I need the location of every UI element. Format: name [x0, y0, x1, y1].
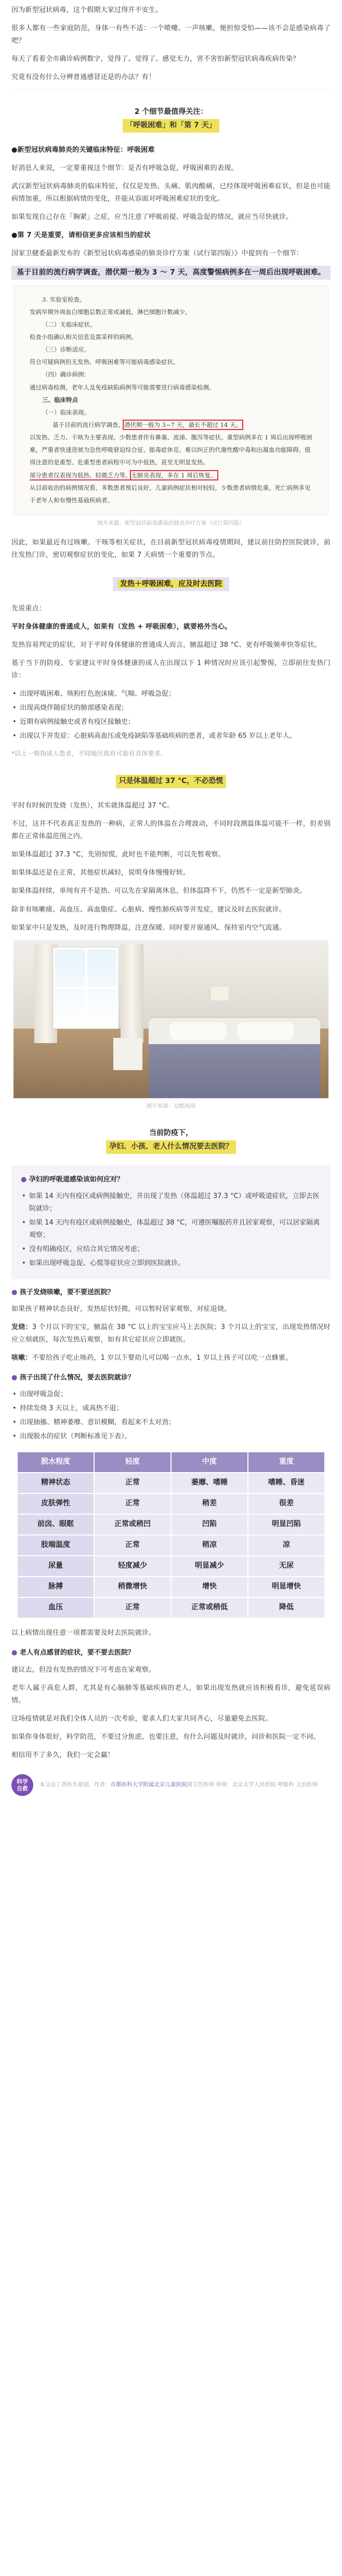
answer-paragraph: 如果孩子精神状态良好，发热症状轻微，可以暂时居家观察，对症退烧。 — [11, 1305, 231, 1313]
doc-line: 通过病毒检测，老年人及免疫缺陷病例等可能需要进行病毒感染检测。 — [30, 383, 215, 391]
question-heading: 孩子发烧咳嗽，要不要送医院？ — [19, 1288, 114, 1296]
list-item: • 出现呼吸困难、咳粉红色泡沫痰、气喘、呼吸急促； — [11, 688, 331, 700]
section2-note: *以上一般指成人患者，不同地区政府可能有具体要求。 — [11, 750, 167, 758]
table-header: 轻度 — [94, 1452, 171, 1473]
list-item: • 出现抽搐、精神萎靡、意识模糊，看起来不太对劲； — [11, 1416, 331, 1429]
table-header: 中度 — [171, 1452, 248, 1473]
answer-paragraph: 老年人属于高危人群，尤其是有心脑肺等基础疾病的老人，如果出现发热就应该积极看诊，避免延误病情。 — [11, 1684, 331, 1705]
table-cell: 稍差 — [171, 1493, 248, 1514]
table-cell: 正常 — [94, 1473, 171, 1493]
table-cell: 明显减少 — [171, 1556, 248, 1577]
doc-line: （一）临床表现。 — [42, 408, 90, 416]
list-item: • 没有明确疫区，应结合其它情况考虑； — [21, 1243, 321, 1256]
table-cell: 嗜睡、昏迷 — [248, 1473, 325, 1493]
table-row-label: 前囟、眼眶 — [17, 1514, 94, 1535]
table-cell: 凉 — [248, 1535, 325, 1556]
intro-p2: 很多人都有一些家庭防范，身体一有些不适：一个喷嚏、一声咳嗽，便担惊受怕——该不会是感染病毒了吧？ — [11, 24, 331, 45]
table-header: 重度 — [248, 1452, 325, 1473]
section1-p4: 如果发现自己存在「胸紧」之症，应当注意了呼吸前提、呼吸急促的情况，就应当尽快就诊。 — [11, 213, 293, 222]
section4-title-line1: 当前防疫下， — [149, 1129, 193, 1138]
table-header: 脱水程度 — [17, 1452, 94, 1473]
section4-heading — [0, 1127, 342, 1154]
table-row — [17, 1535, 325, 1556]
child-qa: ● 孩子发烧咳嗽，要不要送医院？ 如果孩子精神状态良好，发热症状轻微，可以暂时居家观察，对症退烧。 发烧：3 个月以下的宝宝，腋温在 38 °C 以上的宝宝应马上去医院；3 个月以上的宝宝，出现发热情况时应立刻就医，每次发热后观察，如有其它症状应立即就医。 咳嗽：不要给孩子吃止咳药，1 岁以下婴幼儿可以喝一点水，1 岁以上孩子可以吃一点蜂蜜。 ● 孩子出现了什么情况，要去医院就诊？ • 出现呼吸急促； • 持续发烧 3 天以上，或高热不退； • 出现抽搐、精神萎靡、意识模糊，看起来不太对劲； • 出现脱水的症状（判断标准见下表）。 — [11, 1286, 331, 1443]
doc-heading: 三、临床特点 — [42, 396, 78, 404]
card-question: 孕妇的呼吸道感染该如何应对？ — [29, 1175, 124, 1183]
incubation-highlight: 基于目前的流行病学调查，潜伏期一般为 3 ～ 7 天，高度警惕病例多在一周后出现呼吸困难。 — [11, 266, 331, 279]
answer-paragraph: 以上病情出现任意一项都需要及时去医院就诊。 — [11, 1629, 156, 1637]
table-cell: 正常 — [94, 1597, 171, 1618]
answer-paragraph: 这场疫情就是对我们全体人员的一次考验，要求人们大家共同齐心，尽量避免去医院。 — [11, 1714, 272, 1723]
list-item: • 出现脱水的症状（判断标准见下表）。 — [11, 1430, 331, 1443]
table-cell: 降低 — [248, 1597, 325, 1618]
list-item: • 持续发烧 3 天以上，或高热不退； — [11, 1402, 331, 1415]
section1-p6: 国家卫健委最新发布的《新型冠状病毒感染的肺炎诊疗方案（试行第四版）》中提到有一个细节： — [11, 250, 304, 258]
section1-key-point: 新型冠状病毒肺炎的关键临床特征：呼吸困难 — [17, 146, 155, 154]
table-row — [17, 1473, 325, 1493]
table-cell: 正常 — [94, 1493, 171, 1514]
bullet-marker: ● — [11, 231, 18, 240]
section3-p7: 如果家中只是发热，及时进行物理降温，注意保暖、同时要开窗通风、保持室内空气流通。 — [11, 923, 286, 932]
table-cell: 萎靡、嗜睡 — [171, 1473, 248, 1493]
table-cell: 明显凹陷 — [248, 1514, 325, 1535]
divider — [11, 89, 331, 90]
answer-paragraph: 3 个月以下的宝宝，腋温在 38 °C 以上的宝宝应马上去医院；3 个月以上的宝宝，出现发热情况时应立刻就医，每次发热后观察，如有其它症状应立即就医。 — [11, 1323, 331, 1344]
table-cell: 稍微增快 — [94, 1577, 171, 1597]
section3-p3: 如果体温超过 37.3 °C，先别惊慌，此时也不能判断，可以先暂观察。 — [11, 851, 225, 859]
doc-line: （三）诊断适应。 — [42, 346, 90, 354]
section2-title: 发热＋呼吸困难，应及时去医院 — [113, 577, 229, 591]
section3-p4: 如果体温还是在正常，其他症状减轻，说明身体慢慢好转。 — [11, 869, 190, 877]
intro-p4: 究竟有没有什么分辨普通感冒还是的办法？有！ — [11, 73, 156, 82]
bullet-marker: ● — [11, 146, 18, 154]
section1-day7-point: 第 7 天是重要，请相信更多应该相当的症状 — [17, 231, 151, 240]
section1-title-line1: 2 个细节最值得关注： — [134, 108, 208, 116]
table-row — [17, 1577, 325, 1597]
table-row-label: 皮肤弹性 — [17, 1493, 94, 1514]
table-cell: 增快 — [171, 1577, 248, 1597]
list-item: • 出现呼吸急促； — [11, 1388, 331, 1401]
intro-p3: 每天了看着全市确诊病例数字，觉得了、觉得了、感觉无力，害不害怕新型冠状病毒疾病传染？ — [11, 55, 300, 63]
brand-logo: 科学 自救 — [11, 1774, 33, 1796]
answer-paragraph: 不要给孩子吃止咳药，1 岁以下婴幼儿可以喝一点水，1 岁以上孩子可以吃一点蜂蜜。 — [32, 1354, 293, 1362]
doc-line: （四）确诊病例： — [42, 371, 90, 379]
section1-body — [0, 144, 342, 280]
list-item: • 如果出现呼吸急促、心慌等症状应立即到医院就诊。 — [21, 1257, 321, 1270]
section2-heading — [0, 577, 342, 591]
bedroom-photo — [14, 940, 328, 1098]
table-cell: 正常 — [94, 1535, 171, 1556]
section4-title-line2: 孕妇、小孩、老人什么情况要去医院？ — [106, 1140, 236, 1154]
section1-p2: 好消息人来说，一定要重视这个细节：是否有呼吸急促，呼吸困难的表现。 — [11, 164, 238, 172]
section2-p3: 基于当下的防疫、专家建议平时身体健康的成人在出现以下 1 种情况时应该引起警惕，立即前往发热门诊： — [11, 659, 331, 680]
diagnosis-document-image — [0, 285, 342, 529]
table-cell: 很差 — [248, 1493, 325, 1514]
pregnant-card: ● 孕妇的呼吸道感染该如何应对？ • 如果 14 天内有疫区或病例接触史，并出现了发热（体温超过 37.3 °C）或呼吸道症状，立即去医院就诊； • 如果 14 天内有疫区或病例接触史，体温超过 38 °C，可遵医嘱服药并且居家观察，可以居家隔离观察； • 没有明确疫区，应结合其它情况考虑； • 如果出现呼吸急促、心慌等症状应立即到医院就诊。 — [11, 1165, 331, 1279]
answer-paragraph: 相信用不了多久，我们一定会赢！ — [11, 1751, 115, 1759]
section1-title-line2: 「呼吸困难」和「第 7 天」 — [123, 119, 219, 133]
recovery-box: 无肺炎表现，多在 1 周后恢复。 — [131, 471, 217, 479]
question-heading: 老人有点感冒的症状，要不要去医院？ — [19, 1649, 135, 1657]
answer-paragraph: 如果你身体很好，科学防范，不要过分焦虑，也要注意，有什么问题及时就诊，问诊和医院一定不同。 — [11, 1733, 321, 1741]
table-row — [17, 1597, 325, 1618]
list-item: • 出现高烧伴随症状的肺部感染表现； — [11, 702, 331, 714]
dehydration-table — [17, 1451, 325, 1619]
elderly-qa: 以上病情出现任意一项都需要及时去医院就诊。 ● 老人有点感冒的症状，要不要去医院？ 建议去。但没有发热的情况下可考虑在家观察。 老年人属于高危人群，尤其是有心脑肺等基础疾病的老人，如果出现发热就应该积极看诊，避免延误病情。 这场疫情就是对我们全体人员的一次考验，要求人们大家共同齐心，尽量避免去医院。 如果你身体很好，科学防范，不要过分焦虑，也要注意，有什么问题及时就诊，问诊和医院一定不同。 相信用不了多久，我们一定会赢！ — [11, 1627, 331, 1761]
intro-block — [0, 4, 342, 84]
doc-line: 检查小组确认相关信息及需采样的病例。 — [30, 333, 137, 341]
section3-p5: 如果体温持续，单纯有并不是热、可以先在家隔离休息，但体温降不下，仍然不一定是新型肺炎。 — [11, 887, 307, 895]
footer-org: 首都医科大学附属北京儿童医院 — [110, 1781, 187, 1788]
table-row-label: 脉搏 — [17, 1577, 94, 1597]
doc-line: 发病早期外周血白细胞总数正常或减低，淋巴细胞计数减少。 — [30, 308, 191, 316]
section2-p2: 发热容易判定的症状，对于平时身体健康的普通成人而言，腋温超过 38 °C、更有呼吸频率快等症状。 — [11, 641, 321, 649]
section3-title: 只是体温超过 37 °C，不必恐慌 — [116, 775, 227, 788]
table-row-label: 肢端温度 — [17, 1535, 94, 1556]
list-item: • 近期有病例接触史或者有疫区接触史； — [11, 716, 331, 728]
section3-body — [0, 800, 342, 934]
section3-heading — [0, 775, 342, 788]
section1-heading — [0, 106, 342, 133]
table-row-label: 血压 — [17, 1597, 94, 1618]
table-cell: 正常或稍低 — [171, 1597, 248, 1618]
table-cell: 凹陷 — [171, 1514, 248, 1535]
doc-underlined-line: 部分患者仅表现为低热、轻微乏力等， — [30, 472, 131, 480]
answer-paragraph: 建议去。但没有发热的情况下可考虑在家观察。 — [11, 1666, 156, 1674]
list-item: • 出现以下并发症：心脏病高血压或免疫缺陷等基础疾病的患者，或者年龄 65 岁以上老年人。 — [11, 730, 331, 743]
doc-line: 3. 实验室检查。 — [42, 295, 86, 303]
paragraph-after-doc: 因此，如果最近有过咳嗽、干咳等相关症状，在目前新型冠状病毒疫情期间，建议前往防控医院就诊，前往发热门诊，密切观察症状的变化，如果 7 天病情一个重要的节点。 — [11, 539, 331, 560]
table-row — [17, 1556, 325, 1577]
table-cell: 稍凉 — [171, 1535, 248, 1556]
doc-line: 从目前收治的病例情况看，多数患者预后良好，儿童病例症状相对较轻，少数患者病情危重。死亡病例多见于老年人和有慢性基础疾病者。 — [30, 484, 311, 504]
footer — [11, 1774, 331, 1796]
footer-credits: 本文由丁香医生原创，作者：首都医科大学附属北京儿童医院副主任医师 审核：北京大学人民医院 呼吸科 主治医师 — [40, 1781, 318, 1788]
table-row-label: 精神状态 — [17, 1473, 94, 1493]
list-item: • 如果 14 天内有疫区或病例接触史，体温超过 38 °C，可遵医嘱服药并且居家观察，可以居家隔离观察； — [21, 1217, 321, 1242]
section3-p1: 平时有时候的发烧（发热），其实就体温超过 37 °C。 — [11, 802, 174, 810]
image-caption: 图片来源：站酷海洛 — [146, 1102, 196, 1109]
section2-p1: 平时身体健康的普通成人，如果有（发热 + 呼吸困难），就要格外当心。 — [11, 622, 232, 631]
table-cell: 正常或稍凹 — [94, 1514, 171, 1535]
table-row-label: 尿量 — [17, 1556, 94, 1577]
incubation-period-box: 潜伏期一般为 3~7 天，最长不超过 14 天。 — [124, 421, 242, 428]
section3-p2: 不过，这并不代表真正发热的一种病，正常人的体温在合理波动，不同时段测温体温可能不一样，但差别都在正常体温范围之内。 — [11, 820, 331, 841]
doc-line: 基于目前的流行病学调查， — [52, 421, 124, 428]
list-item: • 如果 14 天内有疫区或病例接触史，并出现了发热（体温超过 37.3 °C）或呼吸道症状，立即去医院就诊； — [21, 1190, 321, 1215]
image-caption: 图片来源：新型冠状病毒感染的肺炎诊疗方案（试行第四版） — [97, 519, 245, 526]
section2-lead: 先说重点： — [11, 604, 46, 613]
table-cell: 无尿 — [248, 1556, 325, 1577]
section1-p3: 武汉新型冠状病毒肺炎的临床特征，仅仅是发热、头痛、肌肉酸痛，已经体现呼吸困难症状，但是也可能病情加重，所以根据病情的变化，并能从容面对呼吸困难症状的变化。 — [11, 182, 331, 203]
doc-line: （二）无临床症状。 — [42, 320, 96, 328]
intro-p1: 因为新型冠状病毒，这个假期大家过得并不安生。 — [11, 6, 163, 14]
answer-label: 发烧： — [11, 1323, 32, 1332]
warning-list — [11, 688, 331, 743]
table-cell: 明显增快 — [248, 1577, 325, 1597]
doc-line: 符合可疑病例但无发热、呼吸困难等可能病毒感染症状。 — [30, 358, 179, 366]
answer-label: 咳嗽： — [11, 1354, 32, 1362]
table-cell: 轻度减少 — [94, 1556, 171, 1577]
doc-line: 以发热、乏力、干咳为主要表现。少数患者伴有鼻塞、流涕、腹泻等症状。重型病例多在 1 周后出现呼吸困难，严重者快速进展为急性呼吸窘迫综合征、脓毒症休克、难以纠正的代谢性酸中毒和出凝血功能障碍。值得注意的是重型、危重型患者病程中可为中低热，甚至无明显发热。 — [30, 434, 312, 466]
table-row — [17, 1493, 325, 1514]
question-heading: 孩子出现了什么情况，要去医院就诊？ — [19, 1374, 135, 1382]
section3-p6: 除非有咳嗽痰、高血压、高血脂症、心脏病、慢性肺疾病等并发症，建议及时去医院就诊。 — [11, 905, 286, 914]
table-row — [17, 1514, 325, 1535]
section2-body — [0, 603, 342, 760]
